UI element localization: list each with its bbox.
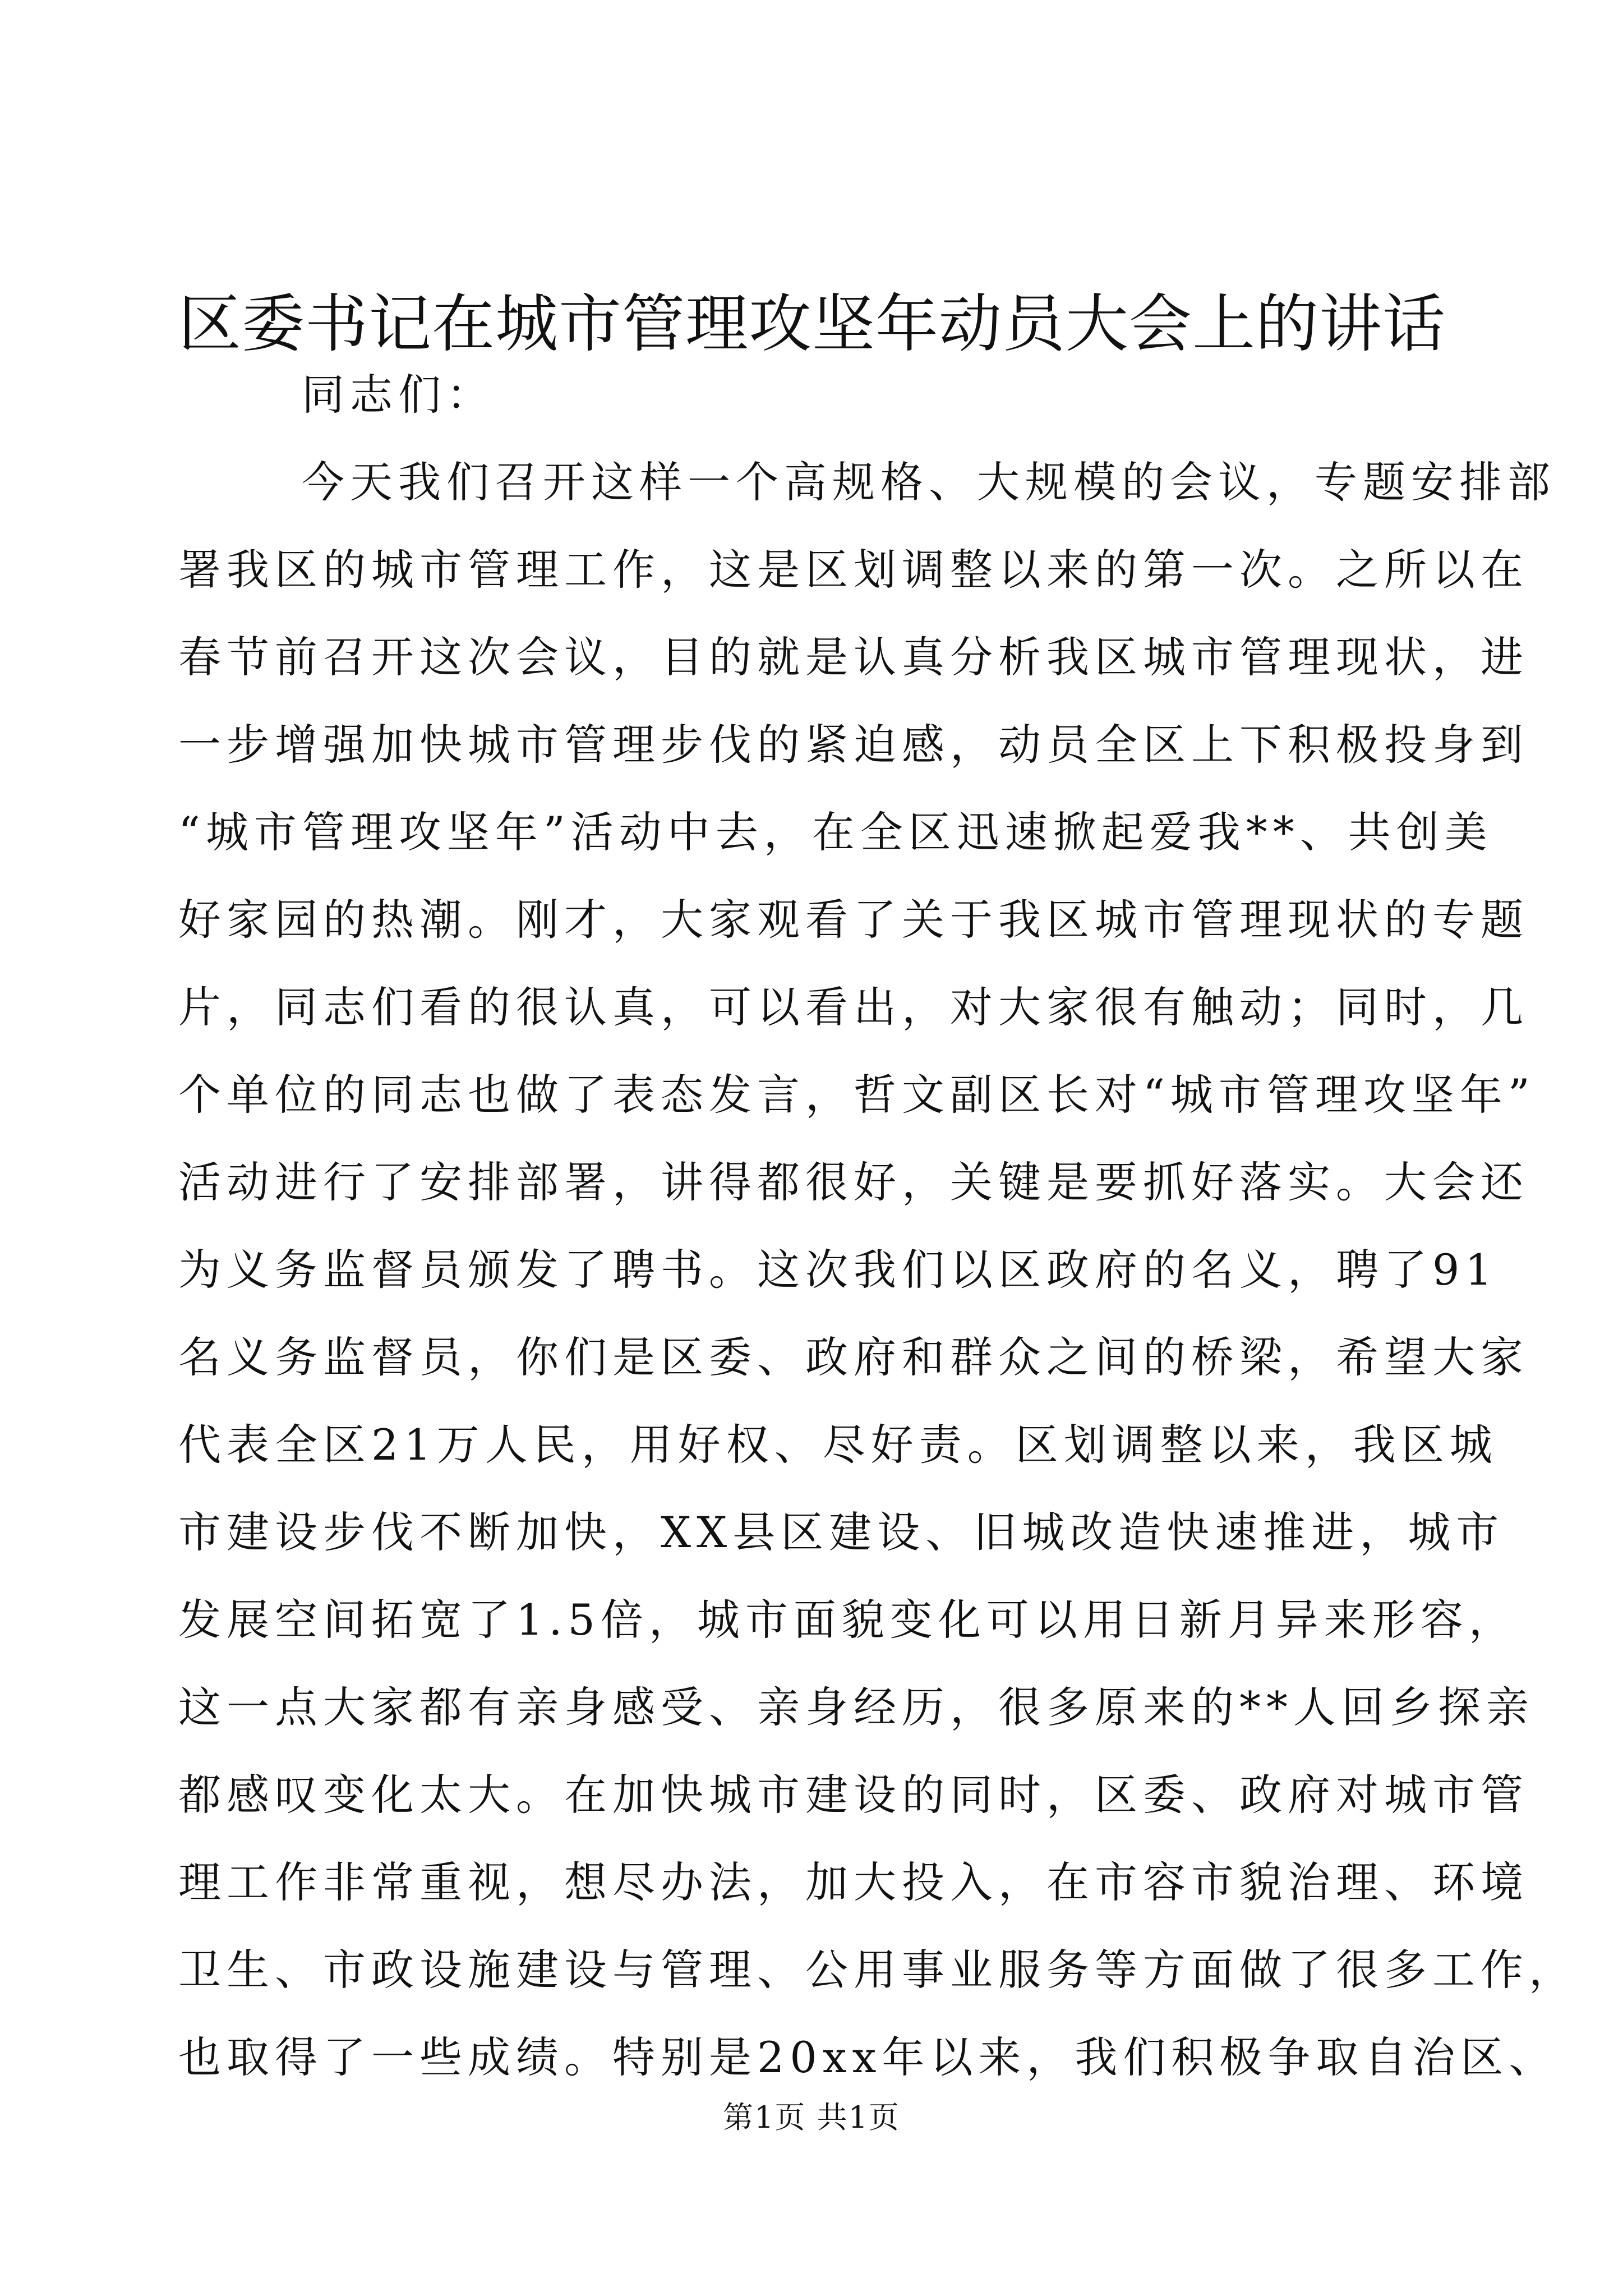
- paragraph-line: 名义务监督员，你们是区委、政府和群众之间的桥梁，希望大家: [178, 1332, 1529, 1382]
- document-title: 区委书记在城市管理攻坚年动员大会上的讲话: [178, 288, 1446, 361]
- paragraph-line: 春节前召开这次会议，目的就是认真分析我区城市管理现状，进: [178, 632, 1529, 682]
- paragraph-line: 发展空间拓宽了1.5倍，城市面貌变化可以用日新月异来形容，: [178, 1595, 1517, 1645]
- paragraph-line: 这一点大家都有亲身感受、亲身经历，很多原来的**人回乡探亲: [178, 1682, 1534, 1732]
- page-footer: 第1页 共1页: [723, 2100, 900, 2135]
- paragraph-line: 片，同志们看的很认真，可以看出，对大家很有触动；同时，几: [178, 982, 1529, 1032]
- paragraph-line: 活动进行了安排部署，讲得都很好，关键是要抓好落实。大会还: [178, 1157, 1529, 1207]
- paragraph-line: 市建设步伐不断加快，XX县区建设、旧城改造快速推进，城市: [178, 1507, 1505, 1557]
- paragraph-line: 好家园的热潮。刚才，大家观看了关于我区城市管理现状的专题: [178, 895, 1529, 945]
- paragraph-line: 卫生、市政设施建设与管理、公用事业服务等方面做了很多工作，: [178, 1945, 1577, 1995]
- document-body: [178, 351, 1577, 2101]
- paragraph-line: 一步增强加快城市管理步伐的紧迫感，动员全区上下积极投身到: [178, 720, 1529, 770]
- paragraph-line: 为义务监督员颁发了聘书。这次我们以区政府的名义，聘了91: [178, 1245, 1498, 1295]
- paragraph-line: 个单位的同志也做了表态发言，哲文副区长对“城市管理攻坚年”: [178, 1070, 1536, 1120]
- paragraph-line: 代表全区21万人民，用好权、尽好责。区划调整以来，我区城: [178, 1420, 1498, 1470]
- paragraph-line: 理工作非常重视，想尽办法，加大投入，在市容市貌治理、环境: [178, 1857, 1529, 1907]
- paragraph-line: 也取得了一些成绩。特别是20xx年以来，我们积极争取自治区、: [178, 2032, 1557, 2082]
- salutation: 同志们：: [302, 370, 495, 420]
- paragraph-line: “城市管理攻坚年”活动中去，在全区迅速掀起爱我**、共创美: [178, 807, 1493, 857]
- paragraph-line: 署我区的城市管理工作，这是区划调整以来的第一次。之所以在: [178, 545, 1529, 595]
- paragraph-line: 今天我们召开这样一个高规格、大规模的会议，专题安排部: [302, 457, 1556, 507]
- paragraph-line: 都感叹变化太大。在加快城市建设的同时，区委、政府对城市管: [178, 1770, 1529, 1820]
